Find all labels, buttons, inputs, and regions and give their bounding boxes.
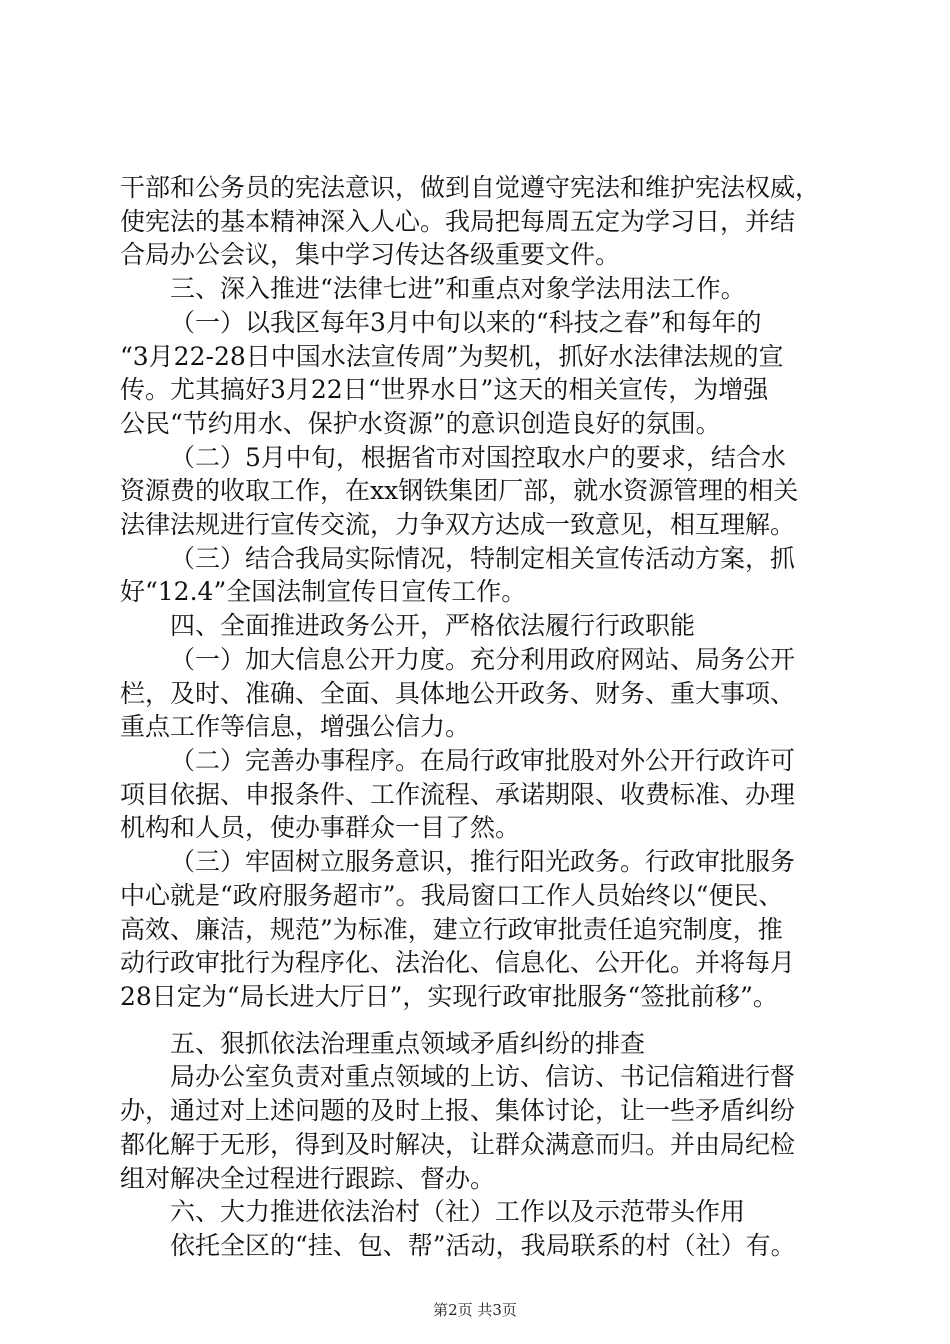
text-line: （一）以我区每年3月中旬以来的“科技之春”和每年的: [170, 308, 762, 337]
text-line: 局办公室负责对重点领域的上访、信访、书记信箱进行督: [170, 1062, 796, 1091]
section-heading: 六、大力推进依法治村（社）工作以及示范带头作用: [170, 1197, 746, 1226]
text-line: （二）5月中旬，根据省市对国控取水户的要求，结合水: [170, 443, 786, 472]
text-line: 公民“节约用水、保护水资源”的意识创造良好的氛围。: [120, 409, 721, 438]
section-heading: 五、狠抓依法治理重点领域矛盾纠纷的排查: [170, 1029, 646, 1058]
text-line: 依托全区的“挂、包、帮”活动，我局联系的村（社）有。: [170, 1231, 796, 1260]
text-line: 传。尤其搞好3月22日“世界水日”这天的相关宣传，为增强: [120, 375, 769, 404]
text-line: 机构和人员，使办事群众一目了然。: [120, 813, 521, 842]
text-line: 28日定为“局长进大厅日”，实现行政审批服务“签批前移”。: [120, 982, 778, 1011]
text-line: “3月22-28日中国水法宣传周”为契机，抓好水法律法规的宣: [120, 342, 784, 371]
text-line: 组对解决全过程进行跟踪、督办。: [120, 1164, 496, 1193]
text-line: 高效、廉洁，规范”为标准，建立行政审批责任追究制度，推: [120, 915, 783, 944]
text-line: 都化解于无形，得到及时解决，让群众满意而归。并由局纪检: [120, 1130, 796, 1159]
text-line: 好“12.4”全国法制宣传日宣传工作。: [120, 577, 527, 606]
page-number-footer: 第2页 共3页: [433, 1301, 517, 1319]
text-line: 动行政审批行为程序化、法治化、信息化、公开化。并将每月: [120, 948, 796, 977]
text-line: （三）结合我局实际情况，特制定相关宣传活动方案，抓: [170, 544, 796, 573]
text-line: 中心就是“政府服务超市”。我局窗口工作人员始终以“便民、: [120, 881, 784, 910]
text-line: 使宪法的基本精神深入人心。我局把每周五定为学习日，并结: [120, 207, 796, 236]
text-line: 干部和公务员的宪法意识，做到自觉遵守宪法和维护宪法权威，: [120, 173, 821, 202]
text-line: 项目依据、申报条件、工作流程、承诺期限、收费标准、办理: [120, 780, 796, 809]
text-line: 栏，及时、准确、全面、具体地公开政务、财务、重大事项、: [120, 679, 796, 708]
text-line: （一）加大信息公开力度。充分利用政府网站、局务公开: [170, 645, 796, 674]
text-line: 资源费的收取工作，在xx钢铁集团厂部，就水资源管理的相关: [120, 476, 799, 505]
text-line: 合局办公会议，集中学习传达各级重要文件。: [120, 240, 621, 269]
text-line: 办，通过对上述问题的及时上报、集体讨论，让一些矛盾纠纷: [120, 1096, 796, 1125]
section-heading: 三、深入推进“法律七进”和重点对象学法用法工作。: [170, 274, 746, 303]
text-line: （二）完善办事程序。在局行政审批股对外公开行政许可: [170, 746, 796, 775]
text-line: 重点工作等信息，增强公信力。: [120, 712, 471, 741]
section-heading: 四、全面推进政务公开，严格依法履行行政职能: [170, 611, 696, 640]
text-line: 法律法规进行宣传交流，力争双方达成一致意见，相互理解。: [120, 510, 796, 539]
text-line: （三）牢固树立服务意识，推行阳光政务。行政审批服务: [170, 847, 796, 876]
